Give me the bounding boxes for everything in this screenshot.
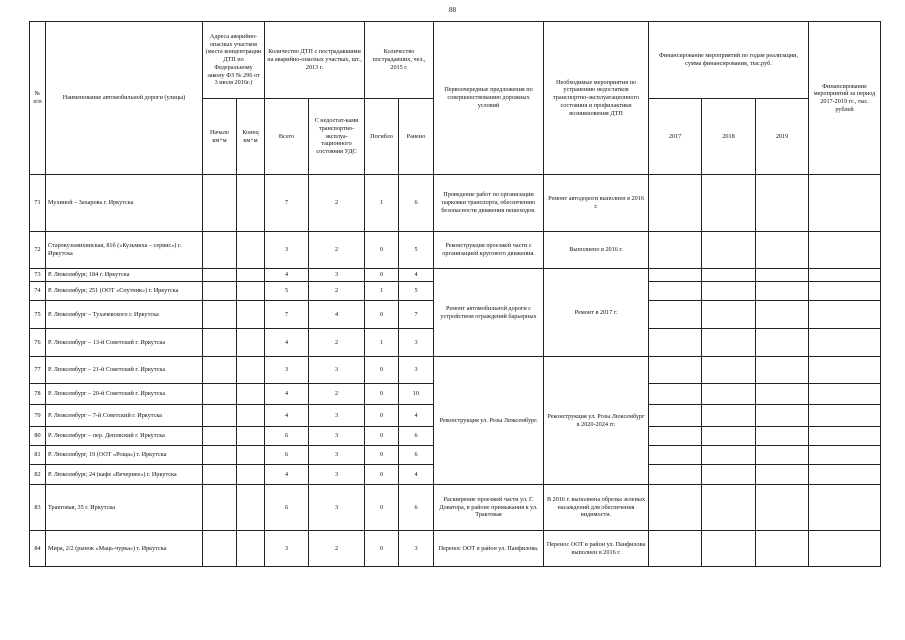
fin-2019 [756, 384, 809, 405]
fin-total [809, 329, 881, 357]
total-cell: 7 [265, 301, 309, 329]
fin-total [809, 301, 881, 329]
died-cell: 0 [365, 357, 399, 384]
fin-2019 [756, 485, 809, 531]
fin-2018 [702, 232, 756, 269]
fin-total [809, 232, 881, 269]
injured-cell: 10 [399, 384, 434, 405]
start-cell [203, 301, 237, 329]
row-number: 81 [30, 446, 46, 465]
road-name: Р. Люксембург, 24 (кафе «Вечернее») г. Иркутска [46, 465, 203, 485]
road-name: Трактовая, 35 г. Иркутска [46, 485, 203, 531]
fin-total [809, 357, 881, 384]
died-cell: 1 [365, 282, 399, 301]
proposal-cell: Реконструкция проезжей части с организацией кругового движения. [434, 232, 544, 269]
page-number: 88 [449, 6, 456, 14]
header-victims: Количество пострадавших, чел., 2015 г. [365, 22, 434, 99]
fin-2018 [702, 531, 756, 567]
road-name: Р. Люксембург – 7-й Советский г. Иркутска [46, 405, 203, 427]
header-year-2017: 2017 [649, 99, 702, 175]
injured-cell: 3 [399, 531, 434, 567]
end-cell [237, 531, 265, 567]
measure-cell: В 2016 г. выполнена обрезка зеленых насаждений для обеспечения видимости. [544, 485, 649, 531]
fin-2019 [756, 357, 809, 384]
defects-cell: 3 [309, 269, 365, 282]
header-with-defects: С недостат-ками транспортно-эксплуа-тационного состояния УДС [309, 99, 365, 175]
defects-cell: 3 [309, 465, 365, 485]
fin-2018 [702, 301, 756, 329]
start-cell [203, 269, 237, 282]
total-cell: 4 [265, 329, 309, 357]
end-cell [237, 357, 265, 384]
total-cell: 3 [265, 232, 309, 269]
end-cell [237, 384, 265, 405]
row-number: 74 [30, 282, 46, 301]
died-cell: 0 [365, 384, 399, 405]
fin-2017 [649, 269, 702, 282]
end-cell [237, 427, 265, 446]
start-cell [203, 329, 237, 357]
fin-total [809, 282, 881, 301]
fin-2018 [702, 329, 756, 357]
fin-total [809, 269, 881, 282]
start-cell [203, 175, 237, 232]
end-cell [237, 175, 265, 232]
total-cell: 6 [265, 446, 309, 465]
fin-2019 [756, 282, 809, 301]
start-cell [203, 282, 237, 301]
injured-cell: 4 [399, 405, 434, 427]
injured-cell: 6 [399, 485, 434, 531]
fin-2017 [649, 357, 702, 384]
header-proposals: Первоочередные предложения по совершенствованию дорожных условий [434, 22, 544, 175]
fin-total [809, 465, 881, 485]
header-num: № п/п [30, 22, 46, 175]
injured-cell: 4 [399, 269, 434, 282]
defects-cell: 2 [309, 175, 365, 232]
fin-2018 [702, 357, 756, 384]
defects-cell: 2 [309, 384, 365, 405]
died-cell: 0 [365, 405, 399, 427]
fin-total [809, 531, 881, 567]
fin-2019 [756, 329, 809, 357]
header-financing-total: Финансирование мероприятий за период 2017-2019 гг., тыс. рублей [809, 22, 881, 175]
end-cell [237, 282, 265, 301]
row-number: 79 [30, 405, 46, 427]
died-cell: 0 [365, 269, 399, 282]
defects-cell: 2 [309, 329, 365, 357]
start-cell [203, 357, 237, 384]
fin-total [809, 446, 881, 465]
total-cell: 6 [265, 427, 309, 446]
died-cell: 0 [365, 427, 399, 446]
died-cell: 0 [365, 301, 399, 329]
fin-2018 [702, 427, 756, 446]
fin-2017 [649, 384, 702, 405]
measure-cell: Ремонт в 2017 г. [544, 269, 649, 357]
died-cell: 0 [365, 465, 399, 485]
row-number: 73 [30, 269, 46, 282]
road-name: Р. Люксембург – пер. Деповский г. Иркутска [46, 427, 203, 446]
row-number: 77 [30, 357, 46, 384]
total-cell: 3 [265, 531, 309, 567]
total-cell: 3 [265, 357, 309, 384]
end-cell [237, 465, 265, 485]
total-cell: 4 [265, 405, 309, 427]
start-cell [203, 405, 237, 427]
header-year-2018: 2018 [702, 99, 756, 175]
defects-cell: 4 [309, 301, 365, 329]
table-row [30, 531, 881, 567]
fin-2017 [649, 301, 702, 329]
fin-2018 [702, 175, 756, 232]
defects-cell: 3 [309, 357, 365, 384]
end-cell [237, 405, 265, 427]
end-cell [237, 232, 265, 269]
fin-2018 [702, 269, 756, 282]
road-name: Мухиной – Захарова г. Иркутска [46, 175, 203, 232]
injured-cell: 3 [399, 357, 434, 384]
header-died: Погибло [365, 99, 399, 175]
end-cell [237, 329, 265, 357]
total-cell: 7 [265, 175, 309, 232]
road-name: Старокузьмихинская, 81б («Кузьмиха – сервис») г. Иркутска [46, 232, 203, 269]
row-number: 80 [30, 427, 46, 446]
table-row [30, 485, 881, 531]
total-cell: 4 [265, 384, 309, 405]
header-end: Конец км+м [237, 99, 265, 175]
start-cell [203, 384, 237, 405]
fin-total [809, 427, 881, 446]
table-row [30, 269, 881, 282]
total-cell: 5 [265, 282, 309, 301]
fin-2019 [756, 301, 809, 329]
row-number: 76 [30, 329, 46, 357]
row-number: 75 [30, 301, 46, 329]
road-safety-table [29, 21, 881, 567]
road-name: Р. Люксембург, 184 г. Иркутска [46, 269, 203, 282]
fin-2019 [756, 175, 809, 232]
fin-2019 [756, 531, 809, 567]
header-dtp-count: Количество ДТП с пострадавшими на аварийно-опасных участках, шт., 2013 г. [265, 22, 365, 99]
fin-2018 [702, 282, 756, 301]
injured-cell: 6 [399, 427, 434, 446]
header-year-2019: 2019 [756, 99, 809, 175]
start-cell [203, 531, 237, 567]
road-name: Р. Люксембург – 21-й Советский г. Иркутска [46, 357, 203, 384]
header-injured: Ранено [399, 99, 434, 175]
injured-cell: 3 [399, 329, 434, 357]
fin-2017 [649, 232, 702, 269]
total-cell: 6 [265, 485, 309, 531]
defects-cell: 3 [309, 485, 365, 531]
end-cell [237, 269, 265, 282]
row-number: 82 [30, 465, 46, 485]
died-cell: 1 [365, 175, 399, 232]
fin-2017 [649, 485, 702, 531]
table-row [30, 357, 881, 384]
died-cell: 0 [365, 232, 399, 269]
measure-cell: Реконструкция ул. Розы Люксембург в 2020-2024 гг. [544, 357, 649, 485]
fin-2019 [756, 465, 809, 485]
header-road-name: Наименование автомобильной дороги (улицы) [46, 22, 203, 175]
road-name: Р. Люксембург – Тухачевского г. Иркутска [46, 301, 203, 329]
injured-cell: 5 [399, 282, 434, 301]
row-number: 71 [30, 175, 46, 232]
row-number: 83 [30, 485, 46, 531]
end-cell [237, 446, 265, 465]
fin-2018 [702, 384, 756, 405]
defects-cell: 2 [309, 282, 365, 301]
fin-2017 [649, 329, 702, 357]
road-name: Р. Люксембург, 19 (ООТ «Роща») г. Иркутска [46, 446, 203, 465]
proposal-cell: Перенос ООТ в район ул. Панфилова. [434, 531, 544, 567]
header-start: Начало км+м [203, 99, 237, 175]
died-cell: 1 [365, 329, 399, 357]
fin-total [809, 384, 881, 405]
measure-cell: Перенос ООТ в район ул. Панфилова выполнен в 2016 г. [544, 531, 649, 567]
defects-cell: 3 [309, 427, 365, 446]
fin-total [809, 405, 881, 427]
fin-2017 [649, 175, 702, 232]
road-name: Р. Люксембург – 20-й Советский г. Иркутска [46, 384, 203, 405]
header-total: Всего [265, 99, 309, 175]
row-number: 84 [30, 531, 46, 567]
header-financing: Финансирование мероприятий по годам реализации, сумма финансирования, тыс.руб. [649, 22, 809, 99]
end-cell [237, 485, 265, 531]
fin-2019 [756, 446, 809, 465]
measure-cell: Выполнено в 2016 г. [544, 232, 649, 269]
header-address: Адреса аварийно-опасных участков (места концентрации ДТП по Федеральному закону ФЗ № 296 от 3 июля 2016г.) [203, 22, 265, 99]
fin-total [809, 175, 881, 232]
defects-cell: 3 [309, 446, 365, 465]
proposal-cell: Расширение проезжей части ул. Г. Доватора, в районе примыкания к ул. Трактовая [434, 485, 544, 531]
end-cell [237, 301, 265, 329]
start-cell [203, 427, 237, 446]
fin-total [809, 485, 881, 531]
road-name: Р. Люксембург – 13-й Советский г. Иркутска [46, 329, 203, 357]
total-cell: 4 [265, 269, 309, 282]
died-cell: 0 [365, 531, 399, 567]
proposal-cell: Проведение работ по организации парковки транспорта, обеспечению безопасности движения пешеходов. [434, 175, 544, 232]
table-row [30, 175, 881, 232]
fin-2017 [649, 282, 702, 301]
fin-2018 [702, 446, 756, 465]
fin-2019 [756, 232, 809, 269]
header-row-top [30, 22, 881, 99]
fin-2019 [756, 269, 809, 282]
row-number: 72 [30, 232, 46, 269]
start-cell [203, 485, 237, 531]
injured-cell: 4 [399, 465, 434, 485]
total-cell: 4 [265, 465, 309, 485]
road-name: Р. Люксембург, 251 (ООТ «Спутник») г. Иркутска [46, 282, 203, 301]
fin-2017 [649, 427, 702, 446]
fin-2017 [649, 465, 702, 485]
died-cell: 0 [365, 485, 399, 531]
row-number: 78 [30, 384, 46, 405]
measure-cell: Ремонт автодороги выполнен в 2016 г. [544, 175, 649, 232]
injured-cell: 6 [399, 446, 434, 465]
proposal-cell: Реконструкция ул. Розы Люксембург. [434, 357, 544, 485]
died-cell: 0 [365, 446, 399, 465]
defects-cell: 2 [309, 232, 365, 269]
header-measures: Необходимые мероприятия по устранению недостатков транспортно-эксплуатационного состояния и профилактики возникновения ДТП [544, 22, 649, 175]
table-row [30, 232, 881, 269]
start-cell [203, 232, 237, 269]
injured-cell: 6 [399, 175, 434, 232]
start-cell [203, 446, 237, 465]
fin-2018 [702, 485, 756, 531]
fin-2019 [756, 427, 809, 446]
fin-2017 [649, 446, 702, 465]
proposal-cell: Ремонт автомобильной дороги с устройством ограждений барьерных [434, 269, 544, 357]
defects-cell: 3 [309, 405, 365, 427]
fin-2017 [649, 531, 702, 567]
fin-2018 [702, 405, 756, 427]
fin-2017 [649, 405, 702, 427]
fin-2019 [756, 405, 809, 427]
fin-2018 [702, 465, 756, 485]
injured-cell: 7 [399, 301, 434, 329]
start-cell [203, 465, 237, 485]
injured-cell: 5 [399, 232, 434, 269]
defects-cell: 2 [309, 531, 365, 567]
road-name: Мира, 2/2 (рынок «Маць-чурка») г. Иркутска [46, 531, 203, 567]
